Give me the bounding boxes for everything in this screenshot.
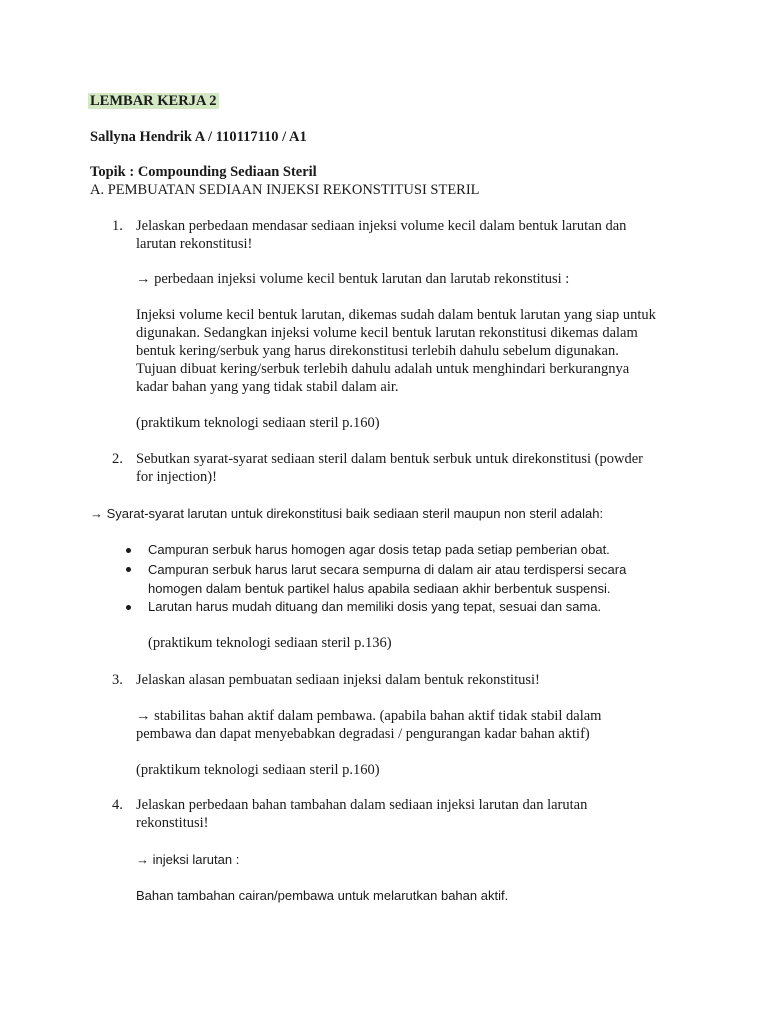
question-4-text: Jelaskan perbedaan bahan tambahan dalam sediaan injeksi larutan dan larutan rekonstitusi! xyxy=(136,797,588,831)
reference-1: (praktikum teknologi sediaan steril p.160) xyxy=(136,415,380,431)
reference-3: (praktikum teknologi sediaan steril p.160) xyxy=(136,762,380,778)
arrow-icon: → xyxy=(136,852,149,867)
answer-4-text: Bahan tambahan cairan/pembawa untuk melarutkan bahan aktif. xyxy=(136,888,509,903)
bullet-icon xyxy=(126,548,131,553)
question-number: 2. xyxy=(112,451,123,467)
answer-2-heading: → Syarat-syarat larutan untuk direkonstitusi baik sediaan steril maupun non steril adalah: xyxy=(90,506,604,521)
reference-2: (praktikum teknologi sediaan steril p.136) xyxy=(148,635,392,651)
arrow-icon: → xyxy=(90,506,103,521)
author-line: Sallyna Hendrik A / 110117110 / A1 xyxy=(90,129,307,145)
answer-4-heading: → injeksi larutan : xyxy=(136,852,240,867)
answer-3: → stabilitas bahan aktif dalam pembawa. (apabila bahan aktif tidak stabil dalam pembawa dan dapat menyebabkan degradasi / pengurangan kadar bahan aktif) xyxy=(136,708,602,742)
answer-1-heading: → perbedaan injeksi volume kecil bentuk larutan dan larutab rekonstitusi : xyxy=(136,271,570,287)
question-number: 4. xyxy=(112,797,123,813)
question-2-text: Sebutkan syarat-syarat sediaan steril dalam bentuk serbuk untuk direkonstitusi (powder for injection)! xyxy=(136,451,643,485)
question-3-text: Jelaskan alasan pembuatan sediaan injeksi dalam bentuk rekonstitusi! xyxy=(136,672,540,688)
question-number: 3. xyxy=(112,672,123,688)
bullet-item: Campuran serbuk harus homogen agar dosis tetap pada setiap pemberian obat. xyxy=(148,542,610,557)
section-heading: A. PEMBUATAN SEDIAAN INJEKSI REKONSTITUSI STERIL xyxy=(90,182,480,198)
answer-1-paragraph: Injeksi volume kecil bentuk larutan, dikemas sudah dalam bentuk larutan yang siap untuk digunakan. Sedangkan injeksi volume kecil bentuk larutan rekonstitusi dikemas dalam bentuk kering/serbuk yang harus direkonstitusi terlebih dahulu sebelum digunakan. Tujuan dibuat kering/serbuk terlebih dahulu adalah untuk menghindari berkurangnya kadar bahan yang yang tidak stabil dalam air. xyxy=(136,307,656,395)
arrow-icon: → xyxy=(136,271,151,287)
bullet-item: Larutan harus mudah dituang dan memiliki dosis yang tepat, sesuai dan sama. xyxy=(148,599,602,614)
question-number: 1. xyxy=(112,218,123,234)
topic-line: Topik : Compounding Sediaan Steril xyxy=(90,164,317,180)
document-title: LEMBAR KERJA 2 xyxy=(90,93,217,109)
bullet-icon xyxy=(126,567,131,572)
bullet-item: Campuran serbuk harus larut secara sempurna di dalam air atau terdispersi secara homogen dalam bentuk partikel halus apabila sediaan akhir berbentuk suspensi. xyxy=(148,562,627,596)
bullet-icon xyxy=(126,605,131,610)
question-1-text: Jelaskan perbedaan mendasar sediaan injeksi volume kecil dalam bentuk larutan dan larutan rekonstitusi! xyxy=(136,218,627,252)
arrow-icon: → xyxy=(136,708,151,724)
